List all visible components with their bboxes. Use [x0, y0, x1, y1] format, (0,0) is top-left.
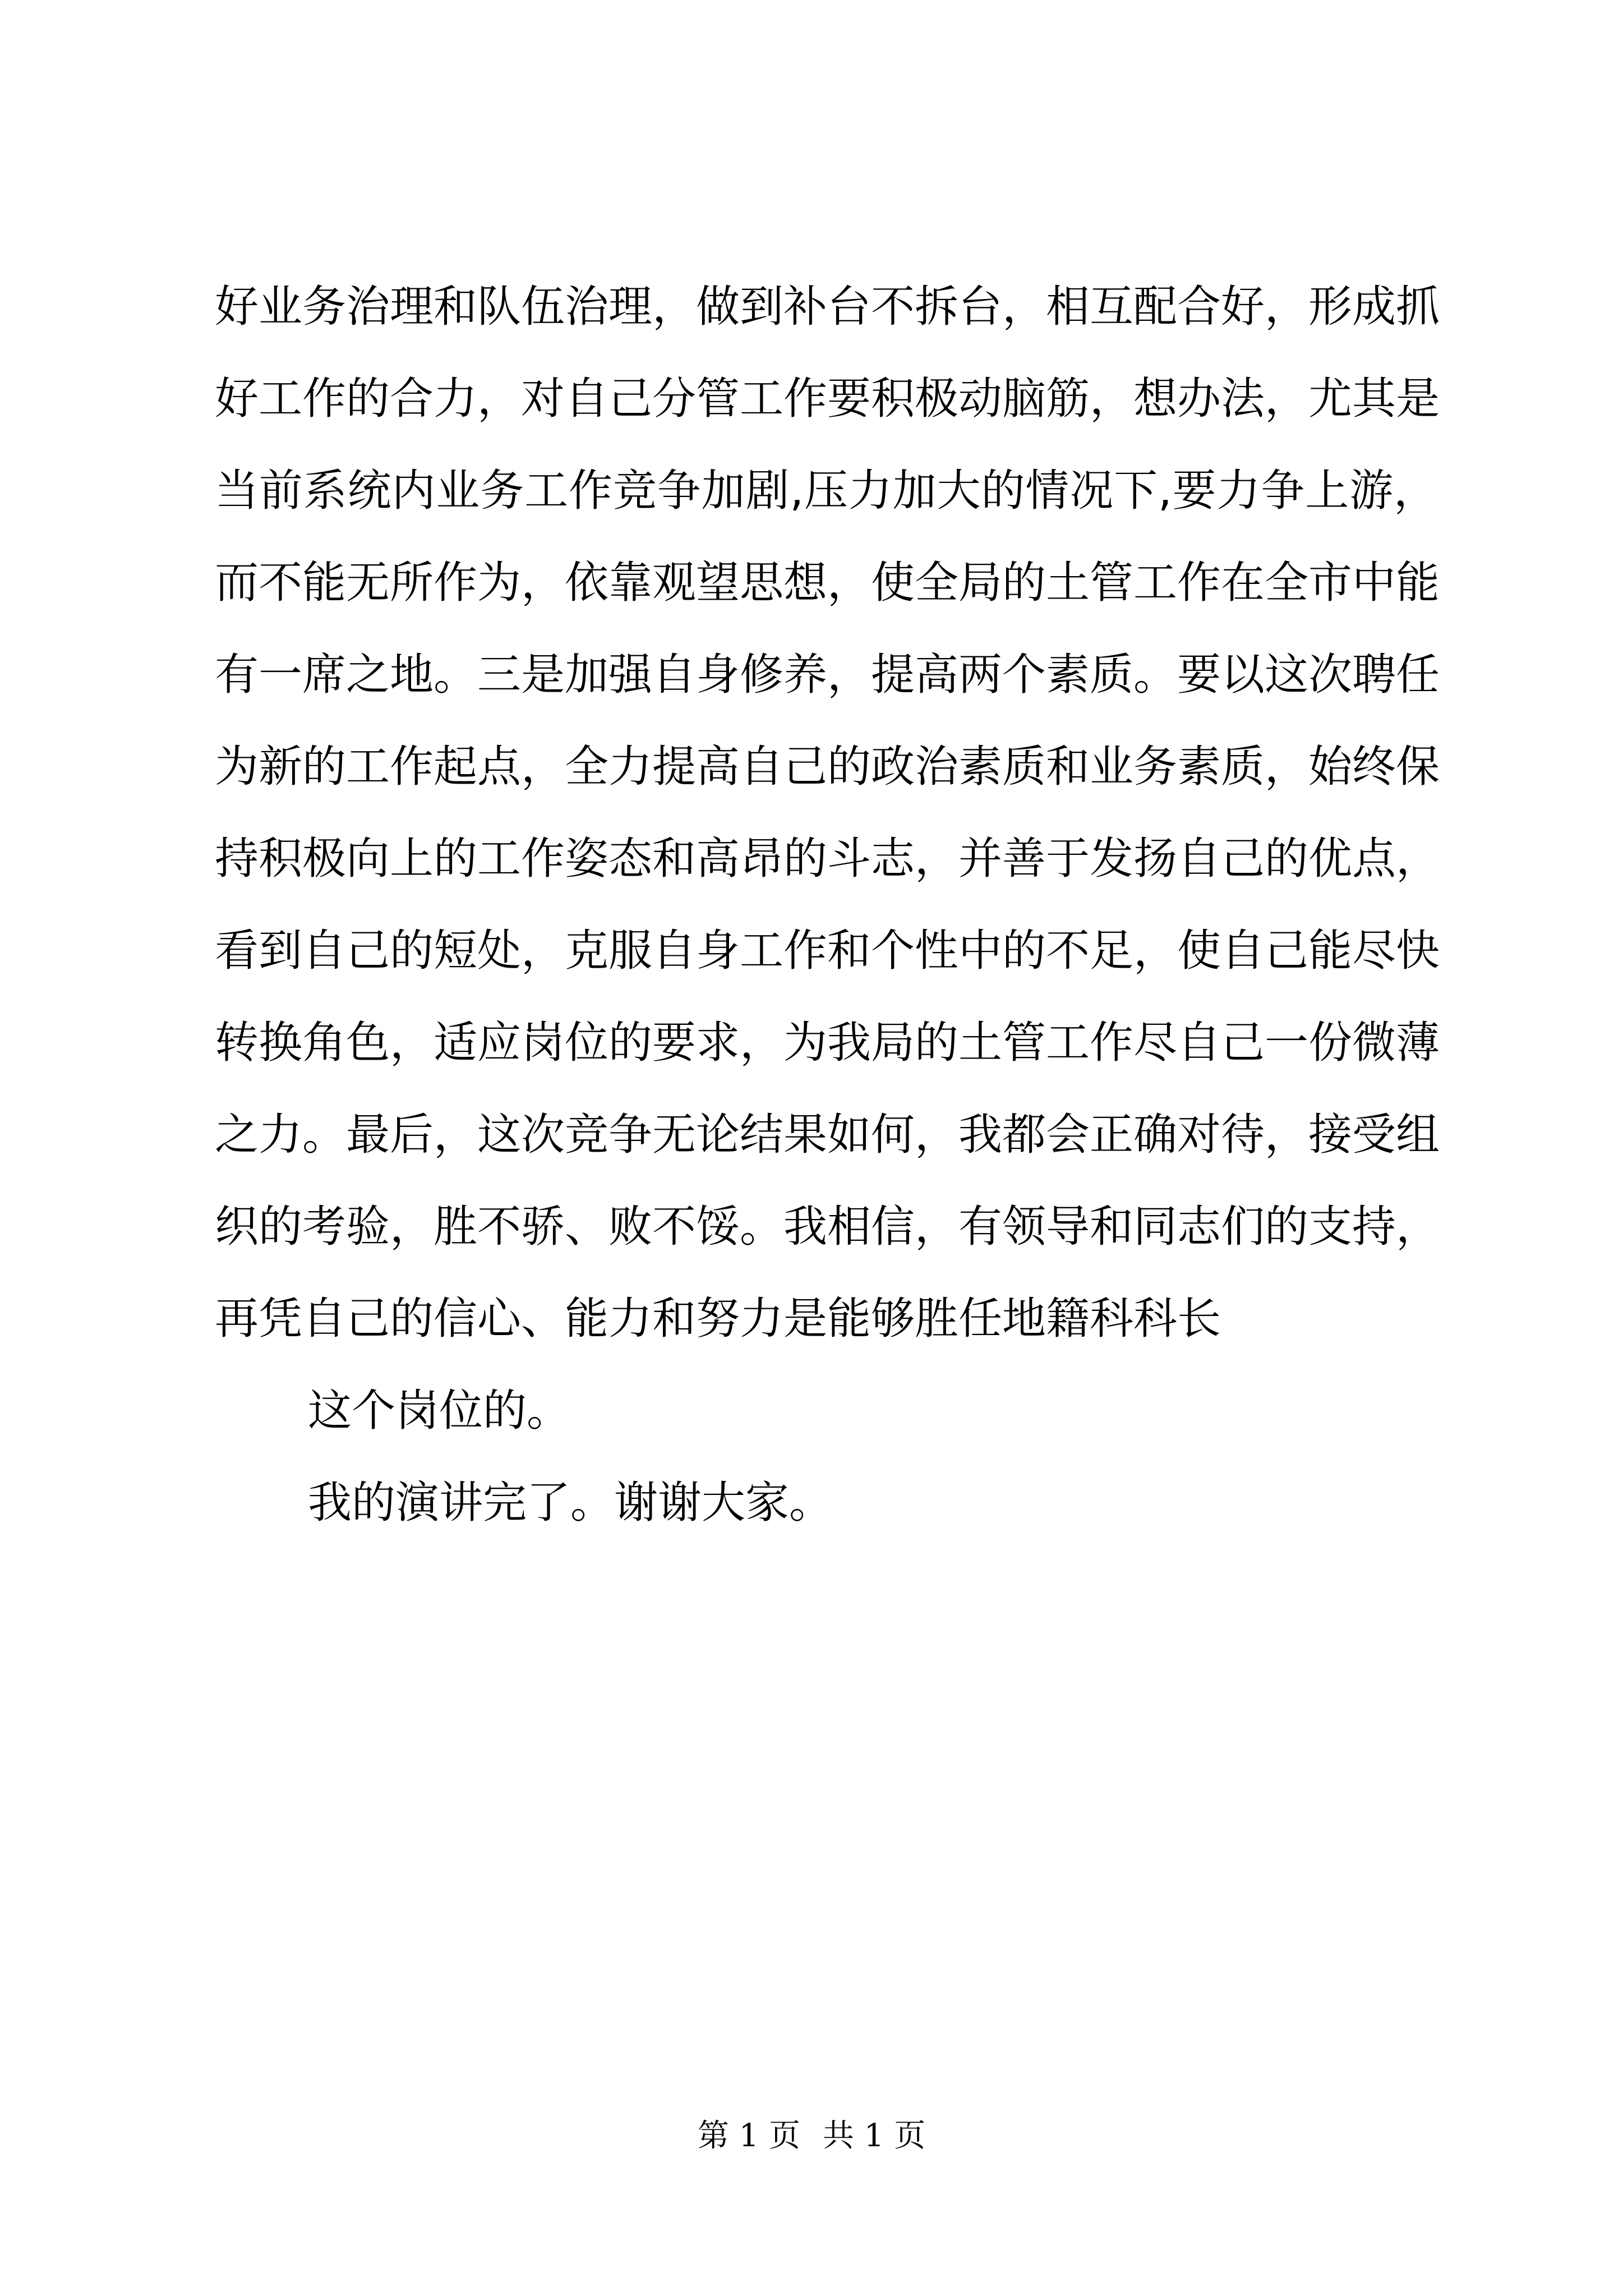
closing-paragraph: 我的演讲完了。谢谢大家。 [308, 1478, 833, 1528]
text-line: 再凭自己的信心、能力和努力是能够胜任地籍科科长 [215, 1294, 1221, 1344]
text-line: 织的考验，胜不骄、败不馁。我相信，有领导和同志们的支持， [215, 1202, 1440, 1252]
paragraph-continuation: 这个岗位的。 [308, 1386, 571, 1436]
page-number: 第 1 页 [697, 2118, 800, 2154]
text-line: 转换角色，适应岗位的要求，为我局的土管工作尽自己一份微薄 [215, 1018, 1440, 1068]
text-line: 持积极向上的工作姿态和高昂的斗志，并善于发扬自己的优点， [215, 834, 1440, 884]
page-total: 共 1 页 [823, 2118, 926, 2154]
text-line: 有一席之地。三是加强自身修养，提高两个素质。要以这次聘任 [215, 650, 1440, 700]
text-line: 而不能无所作为，依靠观望思想，使全局的土管工作在全市中能 [215, 558, 1440, 608]
text-line: 为新的工作起点，全力提高自己的政治素质和业务素质，始终保 [215, 742, 1440, 792]
text-line: 好工作的合力，对自己分管工作要积极动脑筋，想办法，尤其是 [215, 374, 1440, 424]
text-line: 好业务治理和队伍治理，做到补台不拆台，相互配合好，形成抓 [215, 282, 1440, 332]
text-line: 之力。最后，这次竞争无论结果如何，我都会正确对待，接受组 [215, 1110, 1440, 1160]
document-body [215, 261, 1440, 1549]
text-line: 当前系统内业务工作竞争加剧,压力加大的情况下,要力争上游， [215, 466, 1437, 516]
text-line: 看到自己的短处，克服自身工作和个性中的不足，使自己能尽快 [215, 926, 1440, 976]
page-footer [0, 2114, 1623, 2159]
